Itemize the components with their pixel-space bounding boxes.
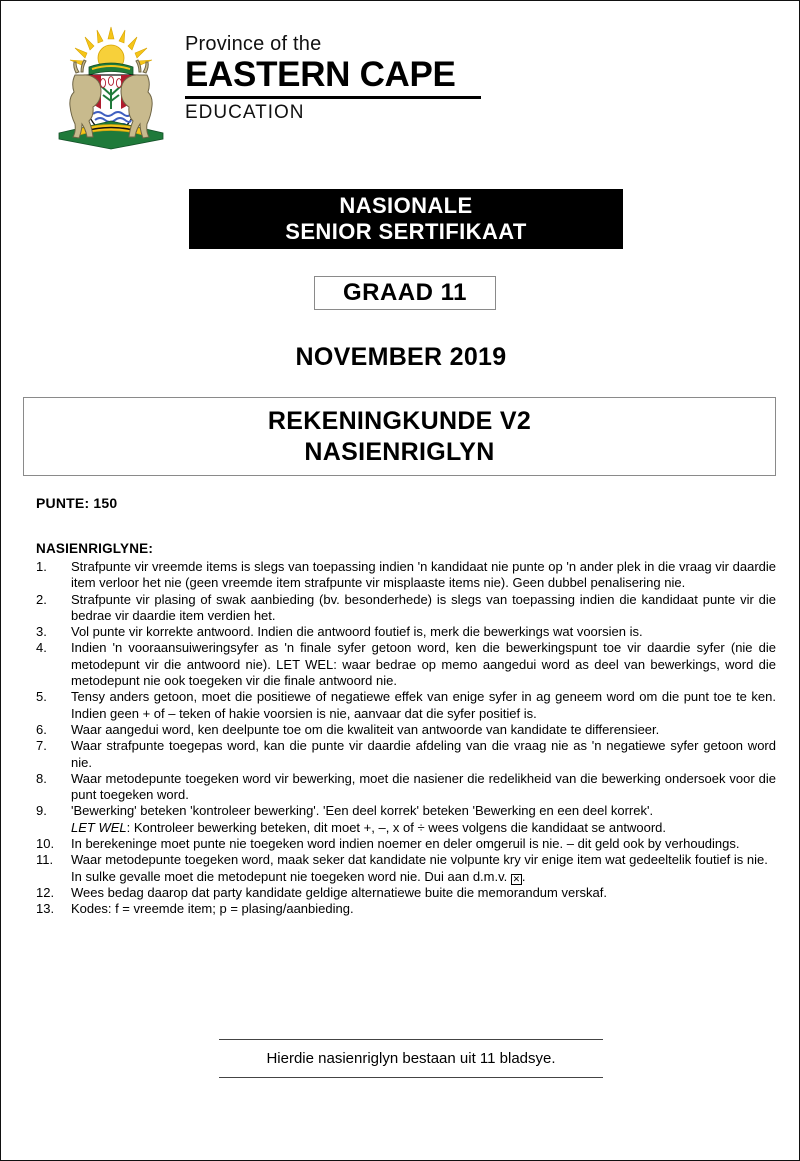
boxed-x-icon: ✕ <box>512 873 521 884</box>
list-item <box>36 738 776 771</box>
list-item-number: 7. <box>36 738 47 754</box>
list-item-text: In berekeninge moet punte nie toegeken word indien noemer en deler omgeruil is nie. – dit geld ook by verhoudings. <box>71 836 740 852</box>
list-item-emphasis: LET WEL <box>71 819 127 835</box>
list-item-number: 9. <box>36 803 47 819</box>
page-footer <box>219 1039 603 1078</box>
exam-date: NOVEMBER 2019 <box>295 343 507 371</box>
subject-box <box>23 397 776 476</box>
list-item-text-part1: 'Bewerking' beteken 'kontroleer bewerking'. 'Een deel korrek' beteken 'Bewerking en een deel korrek'. <box>71 803 654 819</box>
list-item-number: 11. <box>36 852 54 868</box>
list-item <box>36 640 776 689</box>
list-item-number: 2. <box>36 591 47 607</box>
list-item <box>36 803 776 836</box>
list-item-text: Strafpunte vir vreemde items is slegs van toepassing indien 'n kandidaat nie punte op 'n ander plek in die vraag vir daardie item verloor het nie (geen vreemde item strafpunte vir misplaaste items nie). Geen dubbel penalisering nie. <box>71 559 776 591</box>
list-item <box>36 901 776 917</box>
list-item-text: Vol punte vir korrekte antwoord. Indien die antwoord foutief is, merk die bewerkings wat voorsien is. <box>71 624 643 640</box>
list-item-text: Waar strafpunte toegepas word, kan die punte vir daardie afdeling van die vraag nie as 'n negatiewe syfer getoon word nie. <box>71 738 776 770</box>
list-item-text <box>71 803 776 836</box>
list-item-text-part2: . <box>521 868 526 884</box>
list-item-number: 5. <box>36 689 47 705</box>
list-item <box>36 885 776 901</box>
subject-line-memo: NASIENRIGLYN <box>304 437 495 466</box>
guidelines-list <box>36 559 776 918</box>
certificate-banner <box>189 189 623 249</box>
grade-label: GRAAD 11 <box>342 279 468 306</box>
footer-rule-bottom <box>219 1077 603 1078</box>
list-item-number: 12. <box>36 884 55 900</box>
logo-divider <box>185 96 481 99</box>
list-item-number: 8. <box>36 770 47 786</box>
list-item <box>36 689 776 722</box>
list-item <box>36 771 776 804</box>
logo-line-province: Province of the <box>185 33 322 55</box>
list-item-text: Wees bedag daarop dat party kandidate geldige alternatiewe buite die memorandum verskaf. <box>71 884 607 900</box>
list-item-text: Kodes: f = vreemde item; p = plasing/aanbieding. <box>71 901 354 917</box>
logo-line-education: EDUCATION <box>185 102 305 123</box>
list-item-number: 13. <box>36 901 55 917</box>
guidelines-heading: NASIENRIGLYNE: <box>36 541 154 556</box>
subject-line-paper: REKENINGKUNDE V2 <box>267 406 532 435</box>
list-item-text: Waar metodepunte toegeken word vir bewerking, moet die nasiener die redelikheid van die bewerking ondersoek voor die punt toegeken word. <box>71 770 776 803</box>
list-item-text: Waar aangedui word, ken deelpunte toe om die kwaliteit van antwoorde van kandidate te differensieer. <box>71 721 660 737</box>
list-item <box>36 722 776 738</box>
logo-wordmark <box>185 33 495 123</box>
list-item-text-part2: : Kontroleer bewerking beteken, dit moet +, –, x of ÷ wees volgens die kandidaat se antwoord. <box>126 819 666 835</box>
footer-text: Hierdie nasienriglyn bestaan uit 11 bladsye. <box>266 1050 556 1067</box>
list-item <box>36 559 776 592</box>
list-item-text: Tensy anders getoon, moet die positiewe of negatiewe effek van enige syfer in ag geneem word om die punt toe te ken. Indien geen + of – teken of hakie voorsien is nie, aanvaar dat die syfer positief is. <box>71 689 776 721</box>
total-marks: PUNTE: 150 <box>36 495 118 511</box>
banner-line-senior-sertifikaat: SENIOR SERTIFIKAAT <box>285 219 527 244</box>
list-item-number: 4. <box>36 640 47 656</box>
list-item-number: 10. <box>36 836 55 852</box>
list-item-number: 3. <box>36 624 47 640</box>
list-item <box>36 836 776 852</box>
list-item-number: 6. <box>36 721 47 737</box>
list-item-text: Indien 'n vooraansuiweringsyfer as 'n finale syfer getoon word, ken die bewerkingspunt toe vir daardie syfer (nie die metodepunt vir die antwoord nie). LET WEL: waar bedrae op memo aangedui word as deel van bewerkings, word die metodepunt nie ook toegeken vir die finale antwoord nie. <box>71 640 776 689</box>
list-item-number: 1. <box>36 559 47 574</box>
provincial-logo <box>45 25 495 151</box>
coat-of-arms-icon <box>45 25 177 151</box>
logo-line-eastern-cape: EASTERN CAPE <box>185 55 456 94</box>
list-item <box>36 592 776 625</box>
banner-line-nasionale: NASIONALE <box>339 193 473 218</box>
list-item-text: Strafpunte vir plasing of swak aanbieding (bv. besonderhede) is slegs van toepassing indien die kandidaat punte vir die bedrae vir daardie item verdien het. <box>71 591 776 623</box>
grade-box <box>314 276 496 310</box>
list-item <box>36 624 776 640</box>
list-item-text-part1: Waar metodepunte toegeken word, maak seker dat kandidate nie volpunte kry vir enige item wat gedeeltelik foutief is nie. In sulke gevalle moet die metodepunt nie toegeken word nie. Dui aan d.m.v. <box>71 852 768 884</box>
list-item <box>36 852 776 885</box>
list-item-text <box>71 852 776 885</box>
